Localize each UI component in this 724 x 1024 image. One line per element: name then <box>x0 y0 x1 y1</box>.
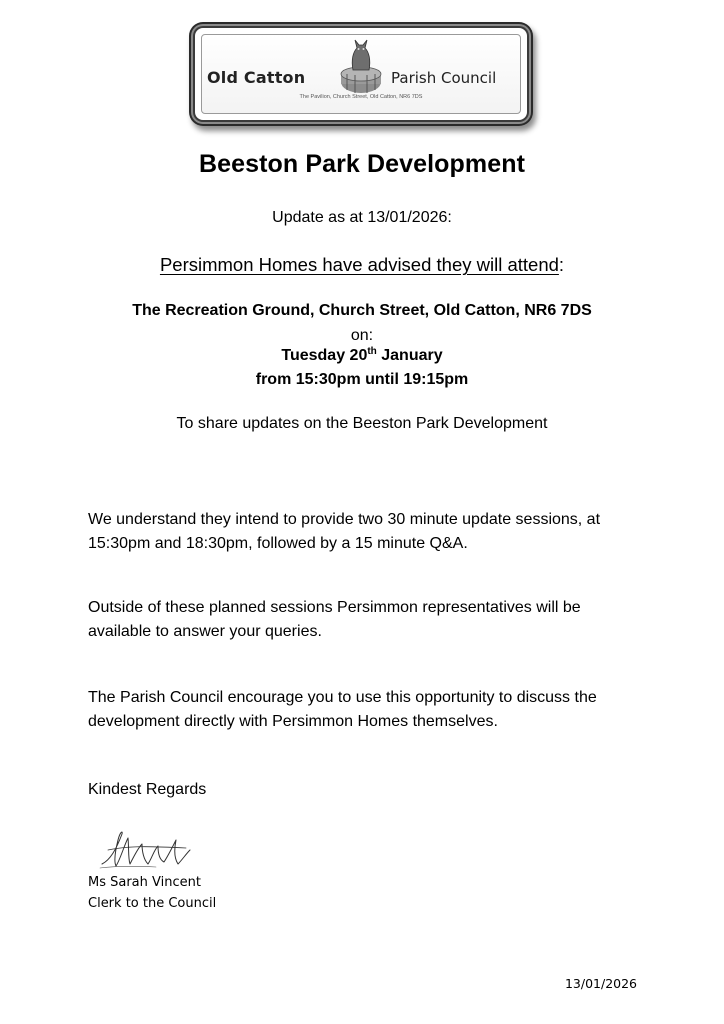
paragraph-sessions: We understand they intend to provide two 30 minute update sessions, at 15:30pm and 18:30pm, followed by a 15 minute Q&A. <box>88 511 601 552</box>
advised-line <box>0 254 724 276</box>
page-title: Beeston Park Development <box>198 150 526 178</box>
logo-address: The Pavilion, Church Street, Old Catton, NR6 7DS <box>299 94 423 100</box>
paragraph-representatives: Outside of these planned sessions Persimmon representatives will be available to answer your queries. <box>88 599 581 640</box>
event-purpose: To share updates on the Beeston Park Development <box>176 415 548 432</box>
event-venue: The Recreation Ground, Church Street, Old Catton, NR6 7DS <box>132 302 592 319</box>
event-on-label: on: <box>350 327 374 344</box>
signatory-role: Clerk to the Council <box>88 896 217 911</box>
event-month: January <box>376 347 443 364</box>
event-date <box>0 347 724 365</box>
handwritten-signature <box>96 820 196 872</box>
event-day-suffix: th <box>367 346 377 357</box>
event-time: from 15:30pm until 19:15pm <box>255 371 469 388</box>
advised-suffix: : <box>558 254 565 275</box>
logo-parish-council-text: Parish Council <box>391 69 497 87</box>
closing-regards: Kindest Regards <box>88 781 207 798</box>
paragraph-encouragement: The Parish Council encourage you to use this opportunity to discuss the development directly with Persimmon Homes themselves. <box>88 689 597 730</box>
signatory-name: Ms Sarah Vincent <box>88 875 201 890</box>
logo-old-catton-text: Old Catton <box>207 68 306 87</box>
footer-date: 13/01/2026 <box>564 976 637 991</box>
cat-on-barrel-icon <box>333 34 389 96</box>
update-date-line: Update as at 13/01/2026: <box>272 209 452 226</box>
advised-text: Persimmon Homes have advised they will attend <box>159 254 559 275</box>
parish-council-logo <box>195 28 527 120</box>
event-day: Tuesday 20 <box>281 347 368 364</box>
